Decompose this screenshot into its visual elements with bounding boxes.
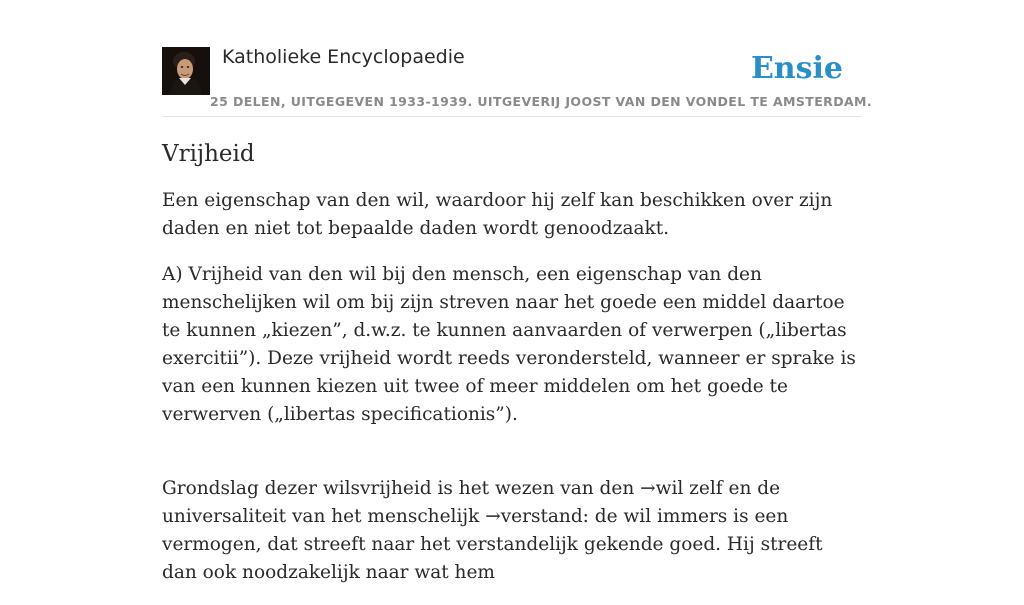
source-title[interactable]: Katholieke Encyclopaedie — [222, 46, 465, 68]
article-title: Vrijheid — [162, 141, 255, 167]
source-subtitle: 25 DELEN, UITGEGEVEN 1933-1939. UITGEVERIJ JOOST VAN DEN VONDEL TE AMSTERDAM. — [210, 94, 873, 109]
article-paragraph-3 — [162, 475, 862, 587]
paragraph-text: Grondslag dezer wilsvrijheid is het wezen van den — [162, 478, 641, 499]
cross-reference-link-verstand[interactable]: →verstand — [485, 506, 583, 527]
paragraph-text: zelf en de universaliteit van het menschelijk — [162, 478, 781, 527]
cross-reference-link-wil[interactable]: →wil — [640, 478, 684, 499]
article-paragraph-1: Een eigenschap van den wil, waardoor hij zelf kan beschikken over zijn daden en niet tot bepaalde daden wordt genoodzaakt. — [162, 190, 833, 239]
paragraph-text: : de wil immers is een vermogen, dat streeft naar het verstandelijk gekende goed. Hij streeft dan ook noodzakelijk naar wat hem — [162, 506, 823, 583]
article-content — [162, 138, 862, 605]
source-header — [162, 44, 873, 117]
article-paragraph-2: A) Vrijheid van den wil bij den mensch, een eigenschap van den menschelijken wil om bij zijn streven naar het goede een middel daartoe te kunnen „kiezen”, d.w.z. te kunnen aanvaarden of verwerpen („libertas exercitii”). Deze vrijheid wordt reeds verondersteld, wanneer er sprake is van een kunnen kiezen uit twee of meer middelen om het goede te verwerven („libertas specificationis”). — [162, 264, 856, 425]
portrait-avatar-icon[interactable] — [162, 47, 210, 95]
portrait-icon — [162, 47, 210, 95]
brand-logo-link[interactable]: Ensie — [750, 51, 843, 86]
